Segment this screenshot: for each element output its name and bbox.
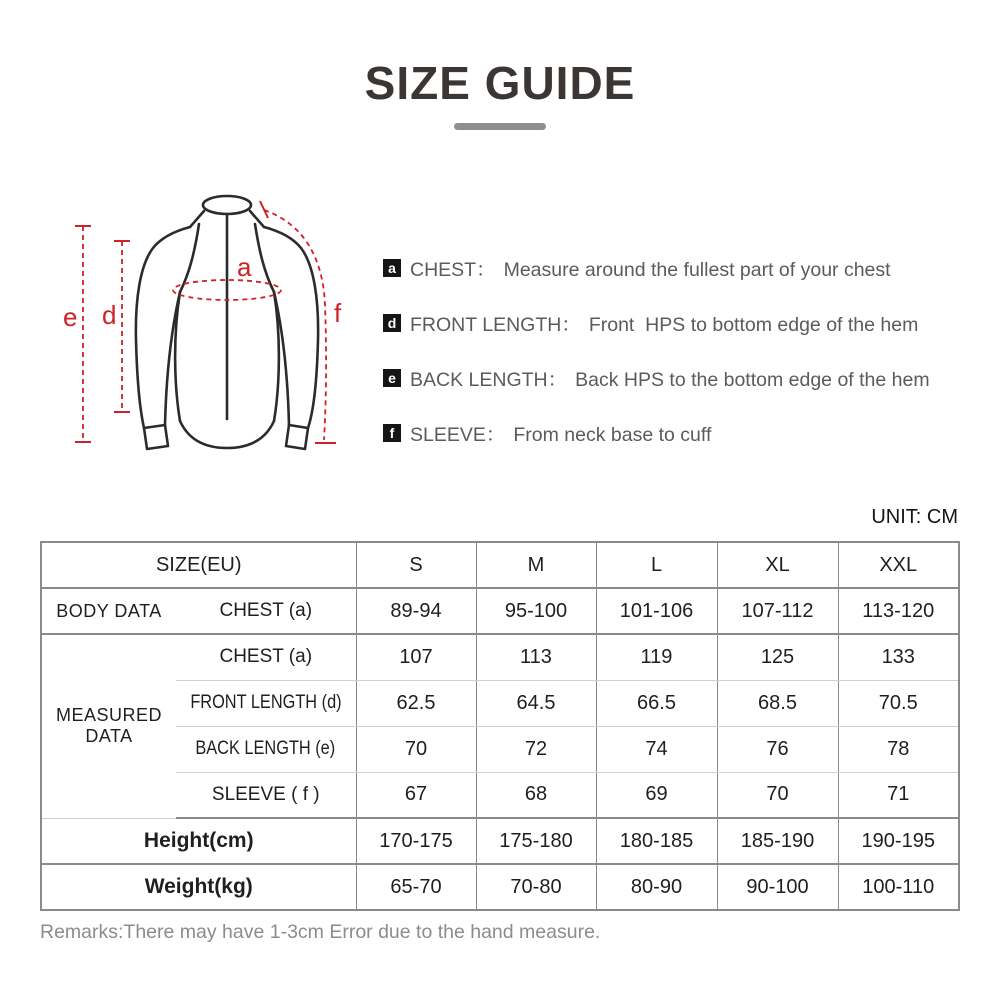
label-d: d [102,300,117,330]
value-cell: 125 [717,634,838,680]
value-cell: 76 [717,726,838,772]
value-cell: 72 [476,726,596,772]
value-cell: 65-70 [356,864,476,910]
size-col-xxl: XXL [838,542,959,588]
legend-desc: Front HPS to bottom edge of the hem [588,313,919,336]
remarks-note: Remarks:There may have 1-3cm Error due to the hand measure. [40,921,601,943]
value-cell: 175-180 [476,818,596,864]
badge-f-icon: f [383,424,401,442]
unit-label: UNIT: CM [871,506,958,528]
badge-e-icon: e [383,369,401,387]
table-header-row [41,542,959,588]
value-cell: 90-100 [717,864,838,910]
value-cell: 113 [476,634,596,680]
jacket-outline-drawing [136,196,318,449]
measurement-legend [383,240,973,460]
measurement-annotations [63,201,342,443]
legend-label: SLEEVE： [410,423,506,446]
value-cell: 68.5 [717,680,838,726]
row-label-height: Height(cm) [41,818,356,864]
badge-a-icon: a [383,259,401,277]
height-row [41,818,959,864]
size-col-s: S [356,542,476,588]
row-label: BACK LENGTH (e) [195,738,336,759]
value-cell: 70.5 [838,680,959,726]
measured-front-length-row [41,680,959,726]
badge-d-icon: d [383,314,401,332]
value-cell: 70 [356,726,476,772]
legend-item-sleeve [383,405,973,460]
title-underline [454,123,546,130]
jacket-measurement-diagram [40,180,380,470]
value-cell: 170-175 [356,818,476,864]
value-cell: 180-185 [596,818,717,864]
legend-item-back-length [383,350,973,405]
value-cell: 80-90 [596,864,717,910]
value-cell: 78 [838,726,959,772]
legend-item-front-length [383,295,973,350]
measured-chest-row [41,634,959,680]
value-cell: 95-100 [476,588,596,634]
size-eu-header: SIZE(EU) [41,542,356,588]
group-body-data: BODY DATA [41,588,176,634]
value-cell: 119 [596,634,717,680]
size-table-container [40,541,960,911]
value-cell: 69 [596,772,717,818]
page-title: SIZE GUIDE [364,57,636,109]
value-cell: 70-80 [476,864,596,910]
value-cell: 70 [717,772,838,818]
measured-sleeve-row [41,772,959,818]
weight-row [41,864,959,910]
size-col-l: L [596,542,717,588]
legend-desc: Measure around the fullest part of your chest [503,258,891,281]
legend-label: CHEST： [410,258,496,281]
value-cell: 68 [476,772,596,818]
value-cell: 133 [838,634,959,680]
row-label: SLEEVE ( f ) [176,772,356,818]
value-cell: 101-106 [596,588,717,634]
group-measured-data: MEASURED DATA [41,634,176,818]
value-cell: 74 [596,726,717,772]
value-cell: 71 [838,772,959,818]
value-cell: 66.5 [596,680,717,726]
legend-desc: Back HPS to the bottom edge of the hem [575,368,930,391]
value-cell: 89-94 [356,588,476,634]
row-label-weight: Weight(kg) [144,875,253,898]
value-cell: 185-190 [717,818,838,864]
label-f: f [334,298,342,328]
row-label: FRONT LENGTH (d) [190,692,342,713]
legend-label: BACK LENGTH： [410,368,568,391]
value-cell: 62.5 [356,680,476,726]
value-cell: 107 [356,634,476,680]
value-cell: 67 [356,772,476,818]
size-table [40,541,960,911]
legend-label: FRONT LENGTH： [410,313,581,336]
body-data-row [41,588,959,634]
title-block [0,56,1000,130]
legend-desc: From neck base to cuff [513,423,712,446]
label-e: e [63,302,78,332]
label-a: a [237,252,252,282]
size-col-m: M [476,542,596,588]
measured-back-length-row [41,726,959,772]
value-cell: 190-195 [838,818,959,864]
legend-item-chest [383,240,973,295]
value-cell: 107-112 [717,588,838,634]
row-label: CHEST (a) [176,634,356,680]
value-cell: 113-120 [838,588,959,634]
row-label: CHEST (a) [176,588,356,634]
value-cell: 64.5 [476,680,596,726]
size-col-xl: XL [717,542,838,588]
value-cell: 100-110 [838,864,959,910]
